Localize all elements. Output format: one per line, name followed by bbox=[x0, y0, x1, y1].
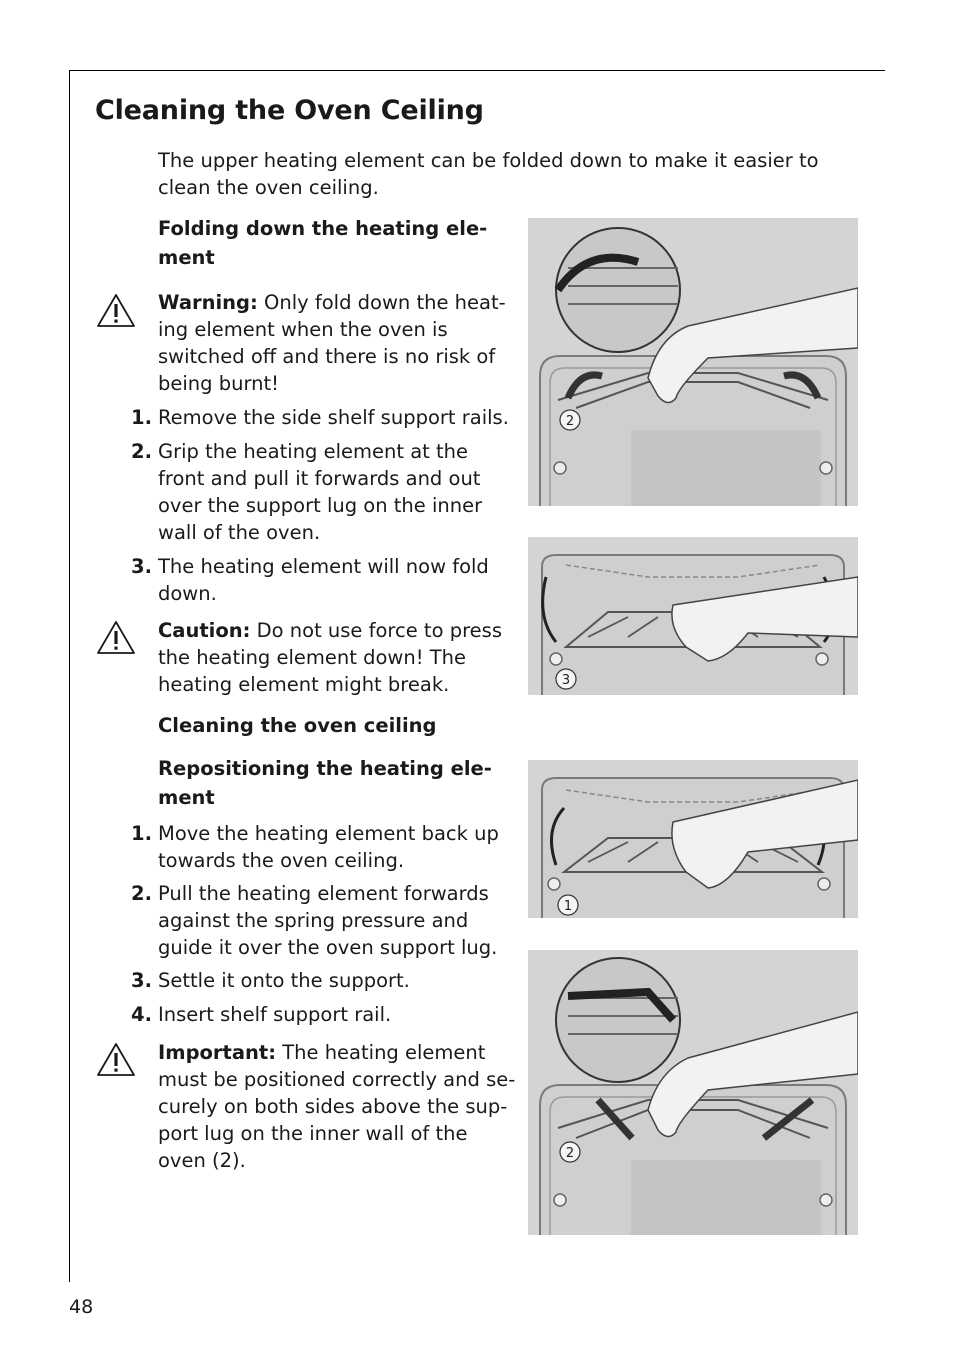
step-number: 2. bbox=[131, 440, 152, 463]
step-number: 1. bbox=[131, 822, 152, 845]
fold-step-1: Remove the side shelf support rails. bbox=[158, 406, 509, 429]
intro-paragraph: The upper heating element can be folded down to make it easier to clean the oven ceiling. bbox=[158, 149, 819, 199]
fold-step-2: Grip the heating element at the front and pull it forwards and out over the support lug on the inner wall of the oven. bbox=[158, 440, 483, 544]
fold-down-illustration bbox=[528, 218, 858, 506]
warning-triangle-icon bbox=[96, 293, 136, 329]
step-number: 4. bbox=[131, 1003, 152, 1026]
warning-triangle-icon bbox=[96, 620, 136, 656]
page-number: 48 bbox=[69, 1296, 94, 1318]
fold-heading: Folding down the heating ele- ment bbox=[158, 217, 488, 269]
reposition-heading: Repositioning the heating ele- ment bbox=[158, 757, 492, 809]
fold-up-illustration bbox=[528, 760, 858, 918]
folded-element-illustration bbox=[528, 537, 858, 695]
reposition-step-2: Pull the heating element forwards against the spring pressure and guide it over the oven support lug. bbox=[158, 882, 498, 959]
top-rule bbox=[69, 70, 885, 71]
reposition-step-4: Insert shelf support rail. bbox=[158, 1003, 392, 1026]
page-title: Cleaning the Oven Ceiling bbox=[95, 95, 484, 126]
figure-marker: 3 bbox=[561, 673, 571, 688]
figure-marker: 2 bbox=[565, 414, 575, 429]
important-note: Important: The heating element must be positioned correctly and se- curely on both sides above the sup- port lug on the inner wall of the oven (2). bbox=[158, 1041, 516, 1172]
warning-note: Warning: Only fold down the heat- ing element when the oven is switched off and there is no risk of being burnt! bbox=[158, 291, 506, 395]
left-rule bbox=[69, 70, 70, 1282]
reposition-step-1: Move the heating element back up towards the oven ceiling. bbox=[158, 822, 499, 872]
figure-marker: 1 bbox=[563, 899, 573, 914]
reposition-step-3: Settle it onto the support. bbox=[158, 969, 410, 992]
reposition-illustration bbox=[528, 950, 858, 1235]
step-number: 1. bbox=[131, 406, 152, 429]
step-number: 2. bbox=[131, 882, 152, 905]
fold-step-3: The heating element will now fold down. bbox=[158, 555, 489, 605]
figure-marker: 2 bbox=[565, 1146, 575, 1161]
step-number: 3. bbox=[131, 969, 152, 992]
warning-triangle-icon bbox=[96, 1042, 136, 1078]
step-number: 3. bbox=[131, 555, 152, 578]
clean-heading: Cleaning the oven ceiling bbox=[158, 714, 437, 737]
caution-note: Caution: Do not use force to press the heating element down! The heating element might break. bbox=[158, 619, 502, 696]
